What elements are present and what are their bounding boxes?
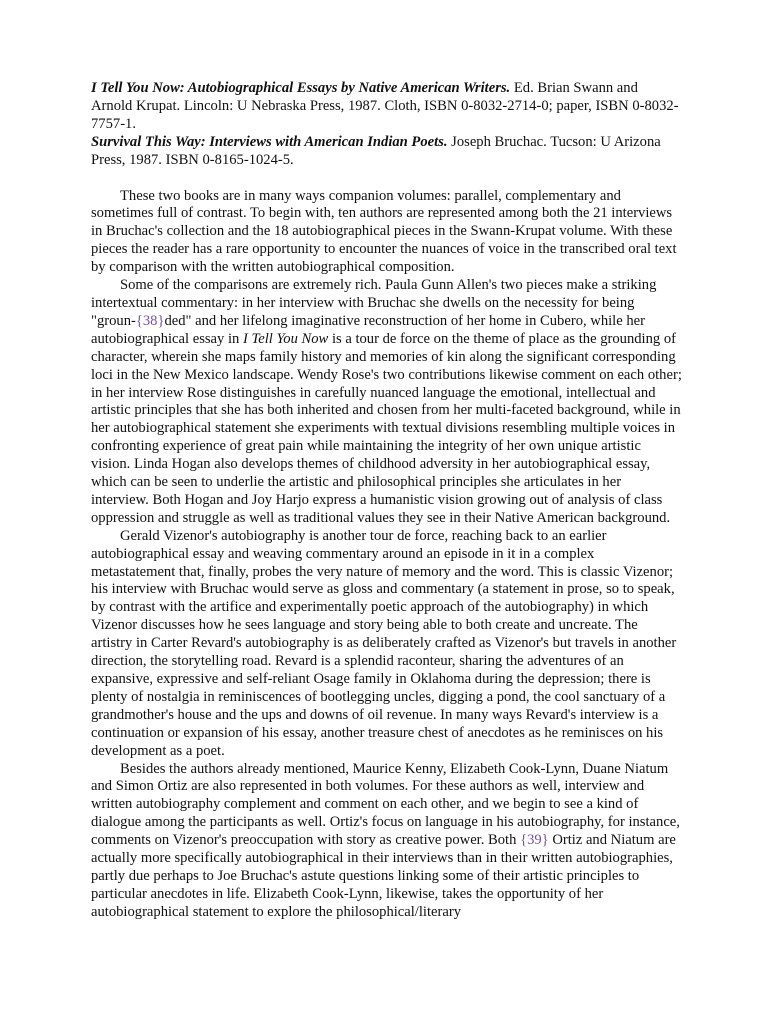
paragraph-3: Gerald Vizenor's autobiography is another tour de force, reaching back to an earlier autobiographical essay and weaving commentary around an episode in it in a complex metastatement that, finally, probes the very nature of memory and the word. This is classic Vizenor; his interview with Bruchac would serve as gloss and commentary (a statement in prose, so to speak, by contrast with the artifice and experimentally poetic approach of the autobiography) in which Vizenor discusses how he sees language and story being able to both create and uncreate. The artistry in Carter Revard's autobiography is as deliberately crafted as Vizenor's but travels in another direction, the storytelling road. Revard is a splendid raconteur, sharing the adventures of an expansive, expressive and self-reliant Osage family in Oklahoma during the depression; there is plenty of nostalgia in reminiscences of bootlegging uncles, digging a pond, the cool sanctuary of a grandmother's house and the ups and downs of oil revenue. In many ways Revard's interview is a continuation or expansion of his essay, another treasure chest of anecdotes as he reminisces on his development as a poet.: [91, 527, 677, 759]
paragraph-text: Ortiz and Niatum are actually more specifically autobiographical in their interviews than in their written autobiographies, partly due perhaps to Joe Bruchac's astute questions linking some of their artistic principles to particular anecdotes in life. Elizabeth Cook-Lynn, likewise, takes the opportunity of her autobiographical statement to explore the philosophical/literary: [91, 832, 676, 920]
bibliographic-citations: [91, 80, 682, 170]
paragraph-4: [91, 761, 682, 922]
page-marker: {39}: [520, 832, 549, 849]
citation-2: [91, 134, 682, 170]
paragraph-text: is a tour de force on the theme of place as the grounding of character, wherein she maps family history and memories of kin along the significant corresponding loci in the New Mexico landscape. Wendy Rose's two contributions likewise comment on each other; in her interview Rose distinguishes in carefully nuanced language the emotional, intellectual and artistic principles that she has both inherited and chosen from her multi-faceted background, while in her autobiographical statement she experiments with textual divisions resembling multiple voices in confronting experience of great pain while maintaining the integrity of her own unique artistic vision. Linda Hogan also develops themes of childhood adversity in her autobiographical essay, which can be seen to underlie the artistic and philosophical principles she articulates in her interview. Both Hogan and Joy Harjo express a humanistic vision growing out of analysis of class oppression and struggle as well as traditional values they see in their Native American background.: [91, 330, 682, 526]
citation-details: Ed. Brian Swann and Arnold Krupat. Lincoln: U Nebraska Press, 1987. Cloth, ISBN 0-8032-2714-0; paper, ISBN 0-8032-7757-1.: [91, 80, 679, 132]
paragraph-text: Besides the authors already mentioned, Maurice Kenny, Elizabeth Cook-Lynn, Duane Niatum and Simon Ortiz are also represented in both volumes. For these authors as well, interview and written autobiography complement and comment on each other, and we begin to see a kind of dialogue among the participants as well. Ortiz's focus on language in his autobiography, for instance, comments on Vizenor's preoccupation with story as creative power. Both: [91, 760, 680, 849]
citation-title: Survival This Way: Interviews with American Indian Poets.: [91, 133, 448, 150]
paragraph-2: [91, 277, 682, 528]
book-title-reference: I Tell You Now: [242, 330, 329, 347]
citation-title: I Tell You Now: Autobiographical Essays by Native American Writers.: [91, 80, 511, 96]
citation-1: [91, 80, 682, 134]
paragraph-text: Some of the comparisons are extremely rich. Paula Gunn Allen's two pieces make a striking intertextual commentary: in her interview with Bruchac she dwells on the necessity for being "groun-: [91, 277, 657, 329]
paragraph-text: ded" and her lifelong imaginative reconstruction of her home in Cubero, while her autobiographical essay in: [91, 312, 645, 347]
paragraph-1: These two books are in many ways companion volumes: parallel, complementary and sometimes full of contrast. To begin with, ten authors are represented among both the 21 interviews in Bruchac's collection and the 18 autobiographical pieces in the Swann-Krupat volume. With these pieces the reader has a rare opportunity to encounter the nuances of voice in the transcribed oral text by comparison with the written autobiographical composition.: [91, 187, 677, 276]
page-marker: {38}: [135, 312, 165, 329]
citation-details: Joseph Bruchac. Tucson: U Arizona Press, 1987. ISBN 0-8165-1024-5.: [91, 133, 661, 168]
